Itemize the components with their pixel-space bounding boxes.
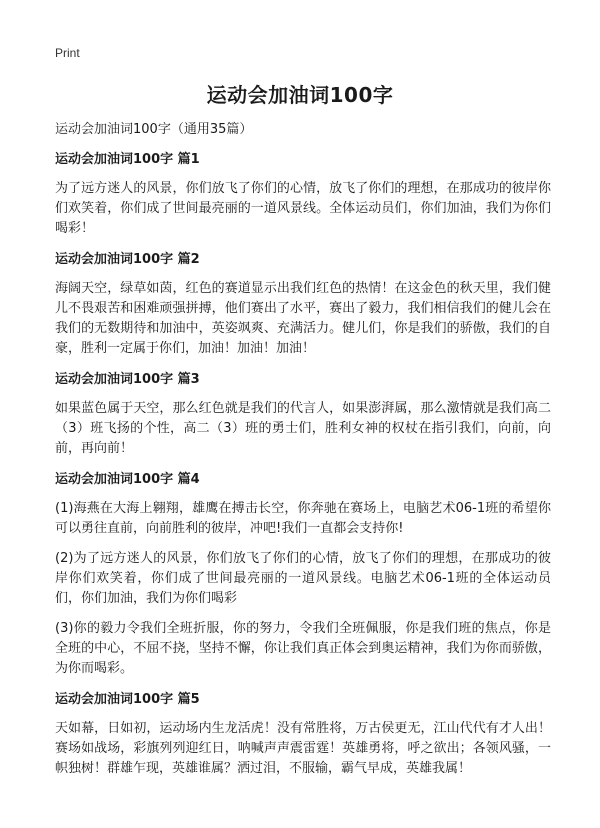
- section-paragraph: 海阔天空，绿草如茵，红色的赛道显示出我们红色的热情！在这金色的秋天里，我们健儿不畏艰苦和困难顽强拼搏，他们赛出了水平，赛出了毅力，我们相信我们的健儿会在我们的无数期待和加油中，英姿飒爽、充满活力。健儿们，你是我们的骄傲，我们的自豪，胜利一定属于你们，加油！加油！加油！: [55, 281, 551, 356]
- section-paragraph: 天如幕，日如初，运动场内生龙活虎！没有常胜将，万古侯更无，江山代代有才人出！赛场如战场，彩旗列列迎红日，呐喊声声震雷霆！英雄勇将，呼之欲出；各领风骚，一帜独树！群雄乍现，英雄谁属？洒过泪，不服输，霸气早成，英雄我属！: [55, 721, 551, 776]
- section-paragraph: 如果蓝色属于天空，那么红色就是我们的代言人，如果澎湃属，那么激情就是我们高二（3）班飞扬的个性，高二（3）班的勇士们，胜利女神的权杖在指引我们，向前，向前，再向前！: [55, 401, 551, 456]
- section-paragraph: (2)为了远方迷人的风景，你们放飞了你们的心情，放飞了你们的理想，在那成功的彼岸你们欢笑着，你们成了世间最亮丽的一道风景线。电脑艺术06-1班的全体运动员们，你们加油，我们为你们喝彩: [55, 551, 551, 606]
- section-2: [55, 251, 551, 359]
- section-heading: 运动会加油词100字 篇3: [55, 372, 200, 387]
- section-4: [55, 471, 551, 679]
- print-link[interactable]: Print: [55, 46, 80, 60]
- section-heading: 运动会加油词100字 篇1: [55, 152, 200, 167]
- article-body: [55, 121, 551, 791]
- section-heading: 运动会加油词100字 篇2: [55, 252, 200, 267]
- page-title: 运动会加油词100字: [206, 83, 394, 107]
- section-5: [55, 691, 551, 779]
- section-heading: 运动会加油词100字 篇5: [55, 692, 200, 707]
- article-subtitle: 运动会加油词100字（通用35篇）: [55, 122, 253, 137]
- section-heading: 运动会加油词100字 篇4: [55, 472, 200, 487]
- section-3: [55, 371, 551, 459]
- section-paragraph: 为了远方迷人的风景，你们放飞了你们的心情，放飞了你们的理想，在那成功的彼岸你们欢笑着，你们成了世间最亮丽的一道风景线。全体运动员们，你们加油，我们为你们喝彩！: [55, 181, 551, 236]
- section-paragraph: (3)你的毅力令我们全班折服，你的努力，令我们全班佩服，你是我们班的焦点，你是全班的中心，不屈不挠，坚持不懈，你让我们真正体会到奥运精神，我们为你而骄傲，为你而喝彩。: [55, 621, 551, 676]
- section-paragraph: (1)海燕在大海上翱翔，雄鹰在搏击长空，你奔驰在赛场上，电脑艺术06-1班的希望你可以勇往直前，向前胜利的彼岸，冲吧!我们一直都会支持你!: [55, 501, 551, 536]
- section-1: [55, 151, 551, 239]
